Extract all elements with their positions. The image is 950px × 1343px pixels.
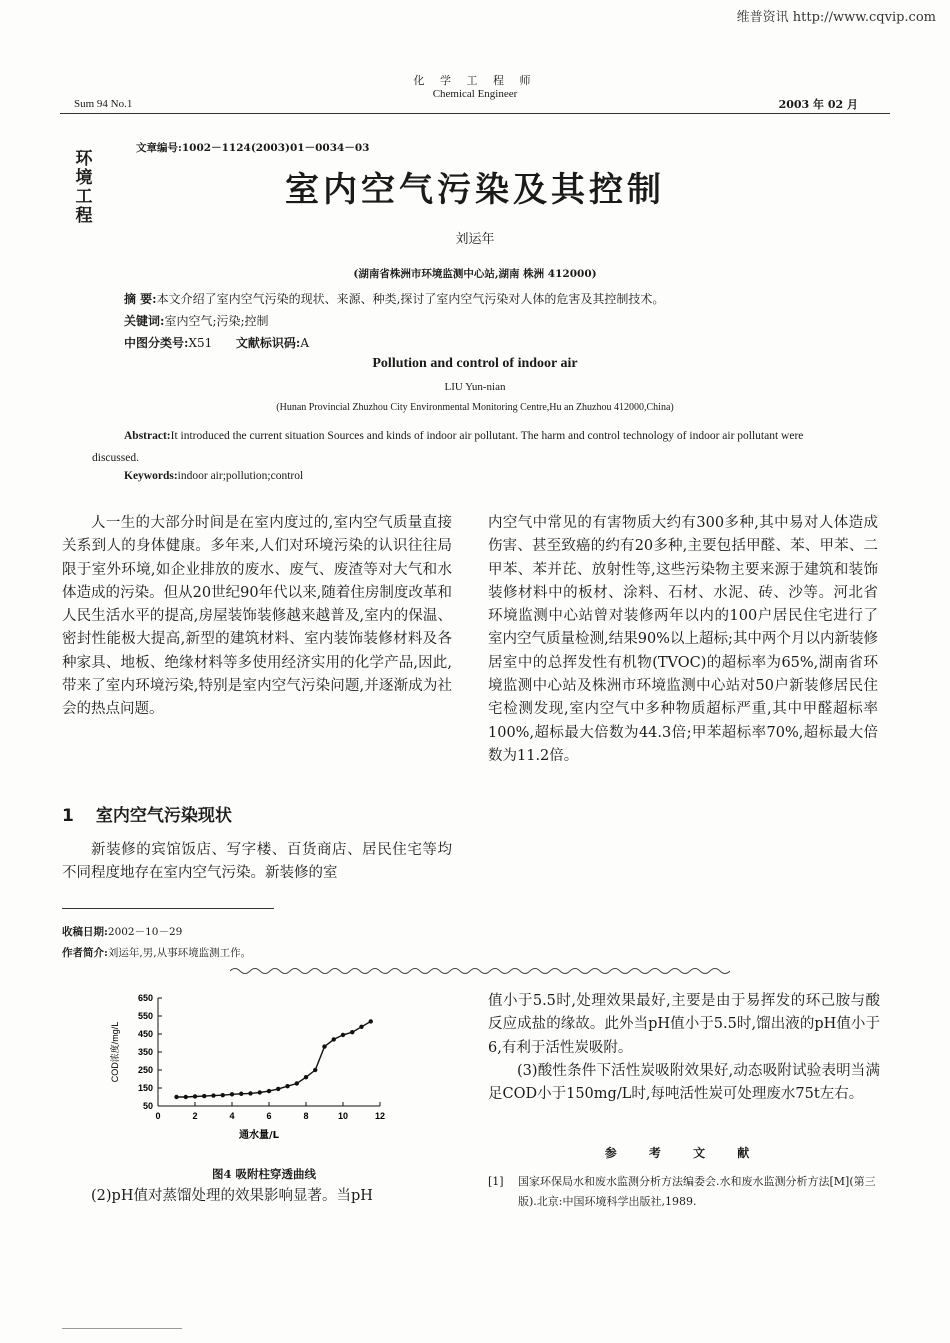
- chart-y-label: COD浓度/mg/L: [110, 1021, 120, 1083]
- chart-y-tick-label: 50: [142, 1101, 153, 1111]
- chart-y-tick-label: 150: [137, 1083, 153, 1093]
- body-left-column: [62, 512, 452, 722]
- received-label: 收稿日期:: [62, 926, 108, 938]
- chart-x-tick-label: 12: [374, 1111, 386, 1121]
- chart-data-point: [359, 1025, 363, 1029]
- chart-data-point: [202, 1094, 206, 1098]
- chart-x-tick-label: 8: [303, 1111, 309, 1121]
- doc-code-label: 文献标识码:: [235, 336, 301, 350]
- english-keywords: [124, 470, 303, 482]
- clc-label: 中图分类号:: [124, 336, 189, 350]
- reference-text: 国家环保局水和废水监测分析方法编委会.水和废水监测分析方法[M](第三版).北京:中国环境科学出版社,1989.: [518, 1175, 876, 1208]
- chart-data-point: [313, 1068, 317, 1072]
- section-tag-char: 环: [75, 149, 93, 169]
- chart-data-point: [295, 1081, 299, 1085]
- chart-data-point: [184, 1095, 188, 1099]
- doc-code-value: A: [300, 336, 310, 350]
- chart-data-point: [341, 1033, 345, 1037]
- article-number: 文章编号:1002－1124(2003)01－0034－03: [136, 142, 370, 154]
- body-paragraph: 人一生的大部分时间是在室内度过的,室内空气质量直接关系到人的身体健康。多年来,人们对环境污染的认识往往局限于室外环境,如企业排放的废水、废气、废渣等对大气和水体造成的污染。但从20世纪90年代以来,随着住房制度改革和人民生活水平的提高,房屋装饰装修越来越普及,室内的保温、密封性能极大提高,新型的建筑材料、室内装饰装修材料及各种家具、地板、绝缘材料等多使用经济实用的化学产品,因此,带来了室内环境污染,特别是室内空气污染问题,并逐渐成为社会的热点问题。: [62, 515, 452, 718]
- chart-data-point: [258, 1090, 262, 1094]
- keywords-label: 关键词:: [124, 314, 165, 328]
- received-date: [62, 924, 182, 939]
- body-left-column-2: [62, 839, 452, 886]
- chart-data-point: [248, 1091, 252, 1095]
- chart-x-tick-label: 10: [337, 1111, 349, 1121]
- chart-y-tick-label: 350: [137, 1047, 153, 1057]
- section-title: 室内空气污染现状: [95, 806, 232, 826]
- affiliation: (湖南省株洲市环境监测中心站,湖南 株洲 412000): [353, 268, 597, 280]
- abstract-label: 摘 要:: [124, 292, 157, 306]
- journal-name-en: Chemical Engineer: [432, 88, 518, 100]
- chart-data-point: [369, 1019, 373, 1023]
- body-paragraph: (2)pH值对蒸馏处理的效果影响显著。当pH: [91, 1188, 373, 1204]
- english-affiliation: (Hunan Provincial Zhuzhou City Environmental Monitoring Centre,Hu an Zhuzhou 412000,China): [276, 402, 674, 413]
- chart-x-tick-label: 2: [192, 1111, 198, 1121]
- chart-data-point: [332, 1037, 336, 1041]
- footnote-rule: [62, 908, 274, 909]
- english-abstract-text: It introduced the current situation Sources and kinds of indoor air pollutant. The harm and control technology of indoor air pollutant were discussed.: [92, 430, 804, 464]
- chart-x-tick-label: 6: [266, 1111, 272, 1121]
- chart-data-point: [211, 1093, 215, 1097]
- keywords-text: 室内空气;污染;控制: [164, 314, 269, 328]
- author-bio: [62, 945, 251, 960]
- chart-data-point: [230, 1092, 234, 1096]
- english-abstract-label: Abstract:: [124, 430, 171, 442]
- journal-name-cn: 化 学 工 程 师: [413, 74, 537, 87]
- body-paragraph: 新装修的宾馆饭店、写字楼、百货商店、居民住宅等均不同程度地存在室内空气污染。新装修的室: [62, 842, 452, 882]
- keywords: [124, 312, 269, 329]
- body-paragraph: (3)酸性条件下活性炭吸附效果好,动态吸附试验表明当满足COD小于150mg/L时,每吨活性炭可处理废水75t左右。: [488, 1062, 880, 1103]
- chart-data-point: [322, 1044, 326, 1048]
- received-value: 2002－10－29: [107, 926, 183, 938]
- english-author: LIU Yun-nian: [444, 381, 506, 393]
- bio-label: 作者简介:: [62, 947, 108, 959]
- chart-data-point: [174, 1095, 178, 1099]
- chart-data-point: [221, 1093, 225, 1097]
- chart-x-label: 通水量/L: [238, 1130, 280, 1141]
- chart-data-point: [350, 1030, 354, 1034]
- chart-y-tick-label: 650: [137, 993, 153, 1003]
- abstract-text: 本文介绍了室内空气污染的现状、来源、种类,探讨了室内空气污染对人体的危害及其控制技术。: [156, 292, 665, 306]
- chart-x-tick-label: 4: [229, 1111, 235, 1121]
- abstract: [124, 290, 664, 307]
- chart-series-line: [177, 1021, 371, 1097]
- header-rule: [60, 113, 890, 114]
- chart-y-tick-label: 550: [137, 1011, 153, 1021]
- reference-item: [488, 1172, 880, 1212]
- body-right-column-2: [488, 990, 880, 1106]
- body-right-column: [488, 512, 878, 768]
- watermark: 维普资讯 http://www.cqvip.com: [736, 10, 936, 25]
- body-left-column-3: [62, 1185, 452, 1208]
- figure-caption: 图4 吸附柱穿透曲线: [212, 1167, 317, 1181]
- classification: [124, 334, 309, 351]
- english-keywords-text: indoor air;pollution;control: [177, 470, 304, 482]
- chart-y-tick-label: 450: [137, 1029, 153, 1039]
- section-heading: [62, 801, 232, 826]
- body-paragraph: 内空气中常见的有害物质大约有300多种,其中易对人体造成伤害、甚至致癌的约有20多种,主要包括甲醛、苯、甲苯、二甲苯、苯并芘、放射性等,这些污染物主要来源于建筑和装饰装修材料中的板材、涂料、石材、水泥、砖、沙等。河北省环境监测中心站曾对装修两年以内的100户居民住宅进行了室内空气质量检测,结果90%以上超标;其中两个月以内新装修居室中的总挥发性有机物(TVOC)的超标率为65%,湖南省环境监测中心站及株洲市环境监测中心站对50户新装修居民住宅检测发现,室内空气中多种物质超标严重,其中甲醛超标率100%,超标最大倍数为44.3倍;甲苯超标率70%,超标最大倍数为11.2倍。: [488, 515, 878, 764]
- section-tag-char: 工: [75, 187, 93, 207]
- section-tag-char: 境: [75, 168, 93, 188]
- page-break-wave: [230, 966, 730, 976]
- author: 刘运年: [455, 232, 495, 247]
- english-keywords-label: Keywords:: [124, 470, 178, 482]
- chart-data-point: [267, 1089, 271, 1093]
- chart-data-point: [239, 1092, 243, 1096]
- issue-number: Sum 94 No.1: [74, 98, 133, 110]
- chart-data-point: [193, 1094, 197, 1098]
- body-paragraph: 值小于5.5时,处理效果最好,主要是由于易挥发的环己胺与酸反应成盐的缘故。此外当pH值小于5.5时,馏出液的pH值小于6,有利于活性炭吸附。: [488, 993, 880, 1056]
- section-tag-char: 程: [75, 206, 93, 226]
- chart-data-point: [285, 1084, 289, 1088]
- chart-x-tick-label: 0: [155, 1111, 161, 1121]
- clc-value: X51: [188, 336, 213, 350]
- english-title: Pollution and control of indoor air: [372, 356, 578, 371]
- bio-value: 刘运年,男,从事环境监测工作。: [107, 947, 252, 959]
- chart-y-tick-label: 250: [137, 1065, 153, 1075]
- chart-data-point: [276, 1087, 280, 1091]
- reference-number: [1]: [488, 1175, 504, 1188]
- section-number: 1: [62, 806, 74, 826]
- article-title: 室内空气污染及其控制: [285, 170, 665, 210]
- breakthrough-chart: [100, 986, 400, 1161]
- references-heading: 参 考 文 献: [604, 1146, 764, 1160]
- issue-date: 2003 年 02 月: [778, 98, 858, 111]
- chart-data-point: [304, 1075, 308, 1079]
- page-edge-mark: [62, 1328, 182, 1329]
- english-abstract: [92, 425, 852, 469]
